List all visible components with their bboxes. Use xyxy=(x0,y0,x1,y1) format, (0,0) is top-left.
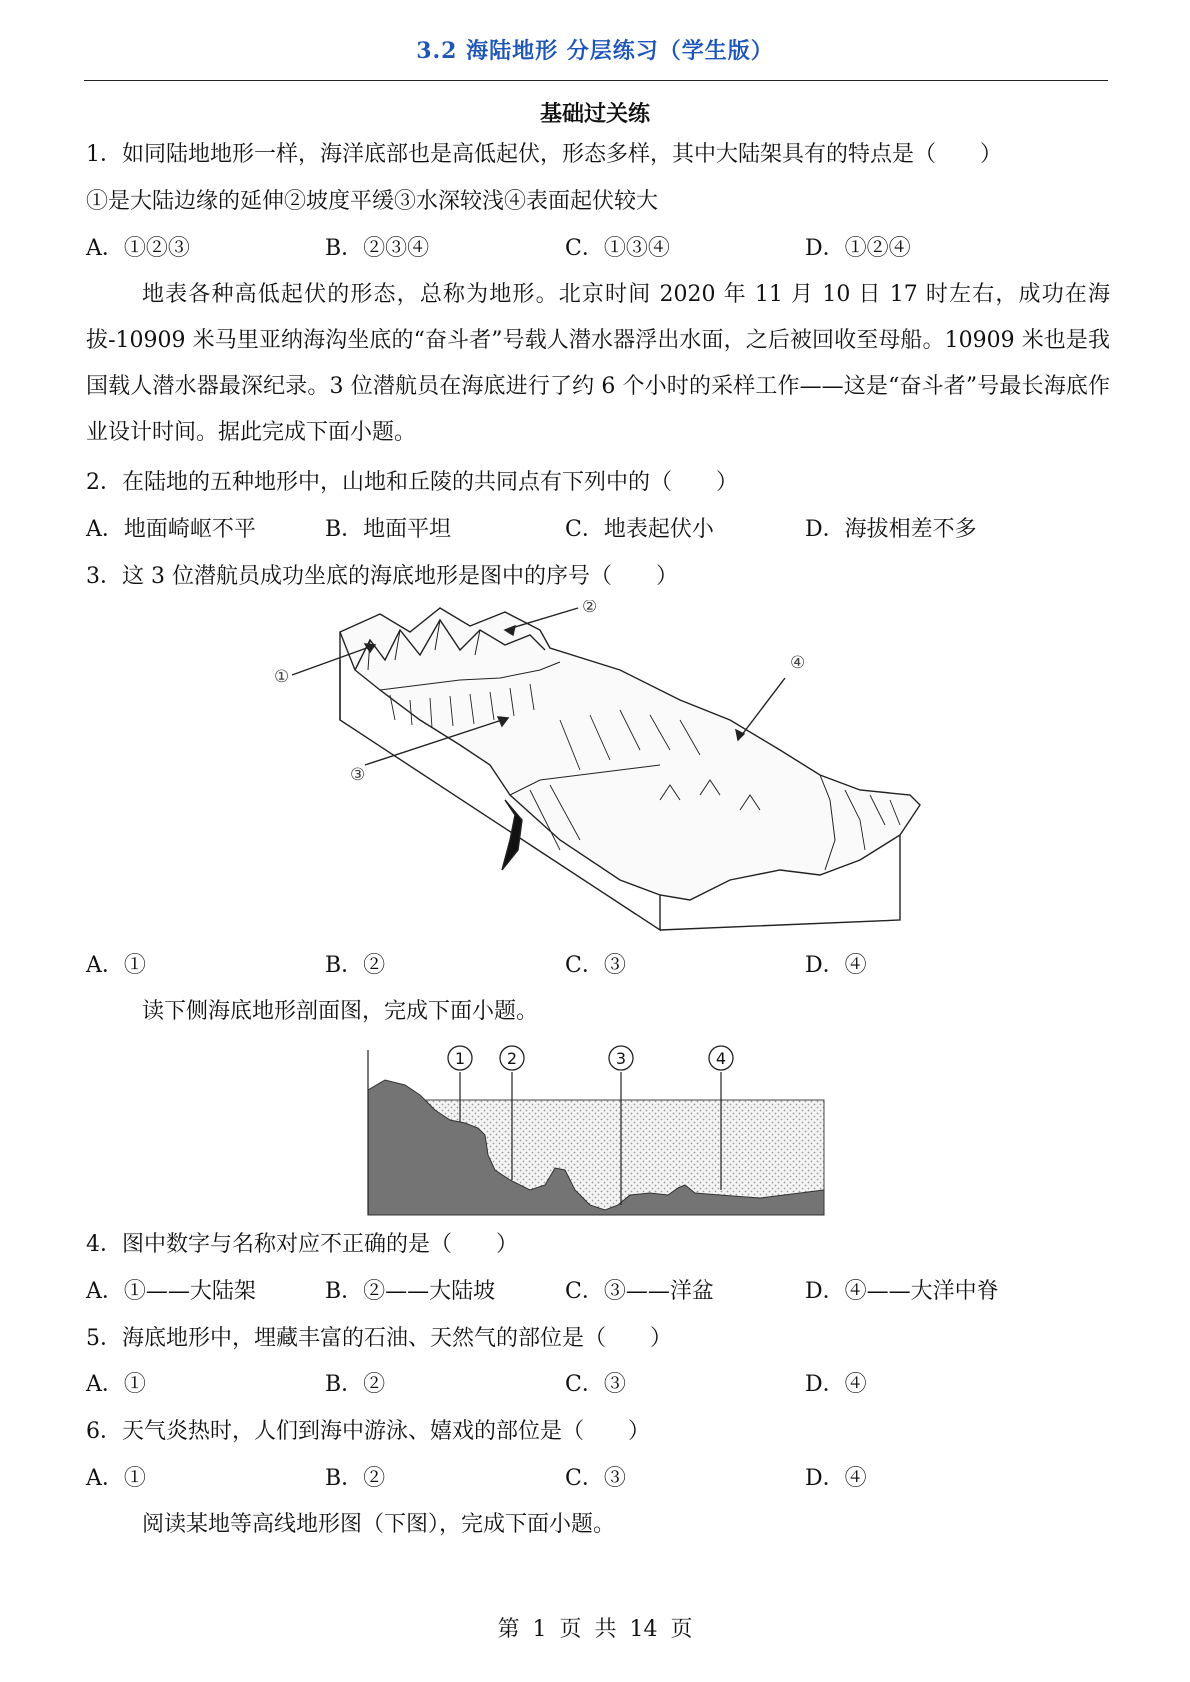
q6-option-b: B．② xyxy=(325,1466,386,1491)
q4-option-d: D．④——大洋中脊 xyxy=(805,1279,999,1304)
q4-option-a: A．①——大陆架 xyxy=(86,1279,256,1304)
q4-option-b: B．②——大陆坡 xyxy=(325,1279,496,1304)
question-3-stem: 3．这 3 位潜航员成功坐底的海底地形是图中的序号（ ） xyxy=(86,564,678,589)
question-1-stem: 1．如同陆地地形一样，海洋底部也是高低起伏，形态多样，其中大陆架具有的特点是（ ） xyxy=(86,142,1003,167)
fig1-label-4: ④ xyxy=(790,653,806,673)
q5-option-a: A．① xyxy=(86,1372,146,1397)
fig2-label-2: 2 xyxy=(506,1049,518,1068)
q1-option-b: B．②③④ xyxy=(325,236,430,261)
ocean-floor-block-diagram xyxy=(260,600,930,940)
question-2-stem: 2．在陆地的五种地形中，山地和丘陵的共同点有下列中的（ ） xyxy=(86,470,738,495)
q5-option-b: B．② xyxy=(325,1372,386,1397)
q4-option-c: C．③——洋盆 xyxy=(565,1279,714,1304)
q1-option-c: C．①③④ xyxy=(565,236,670,261)
passage-1: 地表各种高低起伏的形态，总称为地形。北京时间 2020 年 11 月 10 日 17 时左右，成功在海拔-10909 米马里亚纳海沟坐底的“奋斗者”号载人潜水器浮出水面，之后被回收至母船。10909 米也是我国载人潜水器最深纪录。3 位潜航员在海底进行了约 6 个小时的采样工作——这是“奋斗者”号最长海底作业设计时间。据此完成下面小题。 xyxy=(86,282,1110,445)
question-5-stem: 5．海底地形中，埋藏丰富的石油、天然气的部位是（ ） xyxy=(86,1326,672,1351)
q3-option-d: D．④ xyxy=(805,953,867,978)
q5-option-d: D．④ xyxy=(805,1372,867,1397)
fig2-label-1: 1 xyxy=(454,1049,466,1068)
intro-2: 读下侧海底地形剖面图，完成下面小题。 xyxy=(142,999,539,1024)
q1-option-a: A．①②③ xyxy=(86,236,190,261)
q6-option-d: D．④ xyxy=(805,1466,867,1491)
q6-option-c: C．③ xyxy=(565,1466,626,1491)
seafloor-profile-diagram xyxy=(360,1040,830,1220)
section-heading: 基础过关练 xyxy=(539,101,650,127)
q5-option-c: C．③ xyxy=(565,1372,626,1397)
header-divider xyxy=(84,80,1108,81)
fig1-label-2: ② xyxy=(582,600,598,617)
intro-3: 阅读某地等高线地形图（下图），完成下面小题。 xyxy=(142,1512,616,1537)
q3-option-a: A．① xyxy=(86,953,146,978)
fig2-label-4: 4 xyxy=(715,1049,727,1068)
fig1-label-3: ③ xyxy=(350,765,366,785)
q3-option-c: C．③ xyxy=(565,953,626,978)
fig1-label-1: ① xyxy=(274,667,290,687)
q6-option-a: A．① xyxy=(86,1466,146,1491)
question-4-stem: 4．图中数字与名称对应不正确的是（ ） xyxy=(86,1232,518,1257)
question-6-stem: 6．天气炎热时，人们到海中游泳、嬉戏的部位是（ ） xyxy=(86,1419,650,1444)
q2-option-a: A．地面崎岖不平 xyxy=(86,517,256,542)
question-1-statements: ①是大陆边缘的延伸②坡度平缓③水深较浅④表面起伏较大 xyxy=(86,189,659,214)
q3-option-b: B．② xyxy=(325,953,386,978)
q1-option-d: D．①②④ xyxy=(805,236,911,261)
page-number-footer: 第 1 页 共 14 页 xyxy=(497,1617,693,1642)
q2-option-b: B．地面平坦 xyxy=(325,517,452,542)
q2-option-c: C．地表起伏小 xyxy=(565,517,714,542)
q2-option-d: D．海拔相差不多 xyxy=(805,517,977,542)
fig2-label-3: 3 xyxy=(615,1049,627,1068)
page-title: 3.2 海陆地形 分层练习（学生版） xyxy=(416,38,774,64)
